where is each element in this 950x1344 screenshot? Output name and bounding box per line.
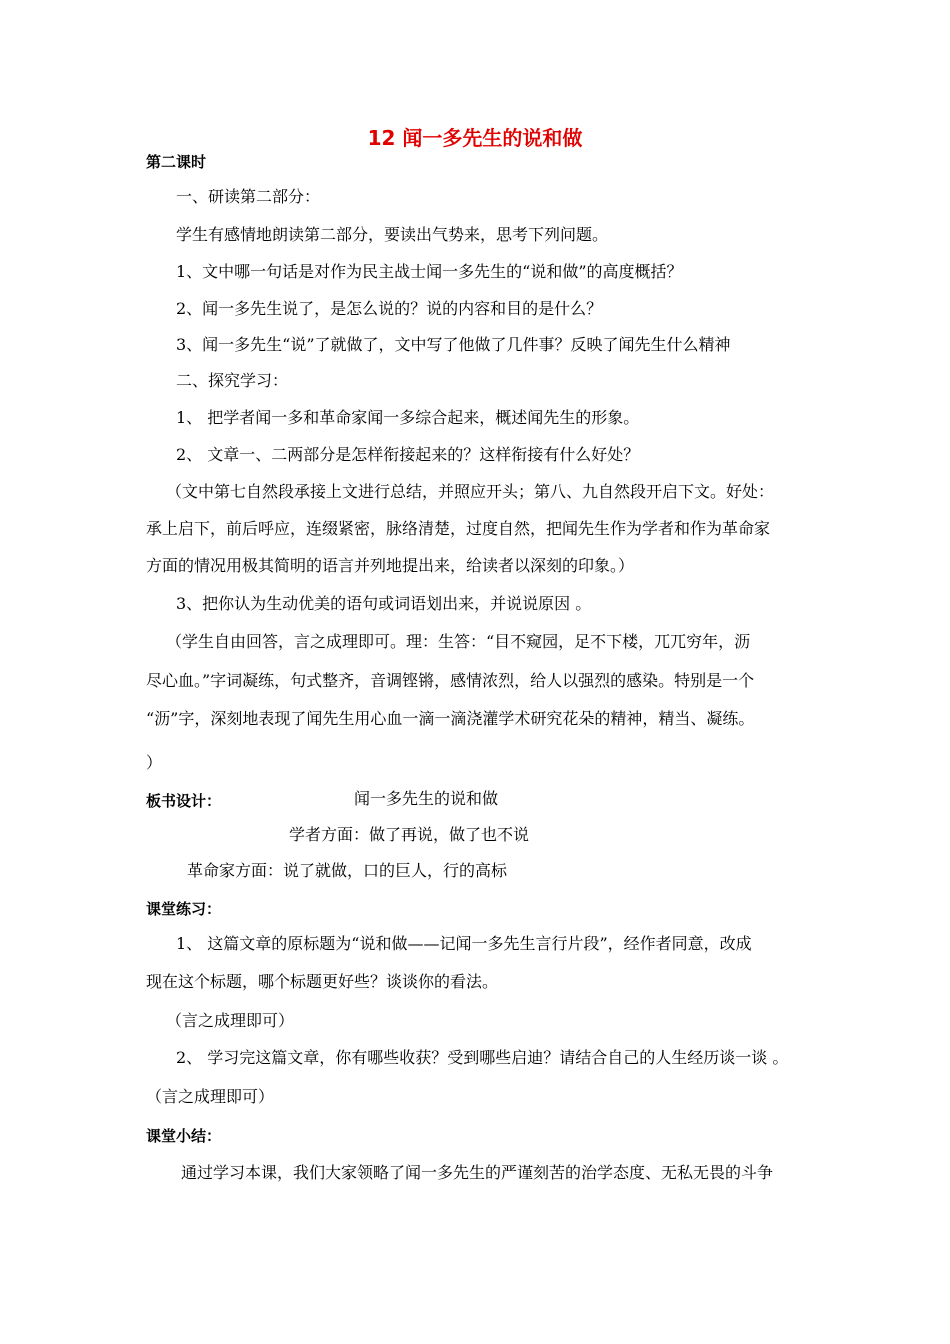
part2-answer-3-line-4: ）	[146, 753, 163, 772]
exercise-question-1-line-2: 现在这个标题，哪个标题更好些？谈谈你的看法。	[146, 972, 499, 991]
part1-intro: 学生有感情地朗读第二部分，要读出气势来，思考下列问题。	[176, 225, 609, 244]
board-design-label: 板书设计：	[146, 792, 222, 810]
lesson-label: 第二课时	[146, 153, 207, 171]
part2-answer-3-line-3: “沥”字，深刻地表现了闻先生用心血一滴一滴浇灌学术研究花朵的精神，精当、凝练。	[146, 709, 755, 728]
summary-label: 课堂小结：	[146, 1127, 222, 1145]
board-design-row-2: 革命家方面：说了就做，口的巨人，行的高标	[187, 861, 508, 880]
exercise-question-2: 2、 学习完这篇文章，你有哪些收获？受到哪些启迪？请结合自己的人生经历谈一谈 。	[176, 1048, 789, 1067]
part1-heading: 一、研读第二部分：	[176, 187, 321, 206]
summary-text: 通过学习本课，我们大家领略了闻一多先生的严谨刻苦的治学态度、无私无畏的斗争	[181, 1163, 774, 1182]
part2-question-3: 3、把你认为生动优美的语句或词语划出来，并说说原因 。	[176, 594, 592, 613]
exercise-label: 课堂练习：	[146, 900, 222, 918]
exercise-question-1-line-1: 1、 这篇文章的原标题为“说和做——记闻一多先生言行片段”，经作者同意，改成	[176, 934, 752, 953]
part2-answer-2-line-1: （文中第七自然段承接上文进行总结，并照应开头；第八、九自然段开启下文。好处：	[166, 482, 775, 501]
page-title: 12 闻一多先生的说和做	[367, 126, 583, 150]
exercise-answer-1: （言之成理即可）	[166, 1011, 295, 1030]
part2-question-2: 2、 文章一、二两部分是怎样衔接起来的？这样衔接有什么好处？	[176, 445, 640, 464]
exercise-answer-2: （言之成理即可）	[146, 1087, 275, 1106]
board-design-title: 闻一多先生的说和做	[354, 789, 499, 808]
part1-question-2: 2、闻一多先生说了，是怎么说的？说的内容和目的是什么？	[176, 299, 603, 318]
part2-answer-2-line-3: 方面的情况用极其简明的语言并列地提出来，给读者以深刻的印象。）	[146, 556, 635, 575]
part2-answer-2-line-2: 承上启下，前后呼应，连缀紧密，脉络清楚，过度自然，把闻先生作为学者和作为革命家	[146, 519, 771, 538]
part2-answer-3-line-2: 尽心血。”字词凝练，句式整齐，音调铿锵，感情浓烈，给人以强烈的感染。特别是一个	[146, 671, 755, 690]
part2-answer-3-line-1: （学生自由回答，言之成理即可。理：生答：“目不窥园，足不下楼，兀兀穷年，沥	[166, 632, 751, 651]
part1-question-1: 1、文中哪一句话是对作为民主战士闻一多先生的“说和做”的高度概括？	[176, 262, 683, 281]
part1-question-3: 3、闻一多先生“说”了就做了，文中写了他做了几件事？反映了闻先生什么精神	[176, 335, 731, 354]
part2-heading: 二、探究学习：	[176, 371, 289, 390]
part2-question-1: 1、 把学者闻一多和革命家闻一多综合起来，概述闻先生的形象。	[176, 408, 640, 427]
board-design-row-1: 学者方面：做了再说，做了也不说	[289, 825, 530, 844]
